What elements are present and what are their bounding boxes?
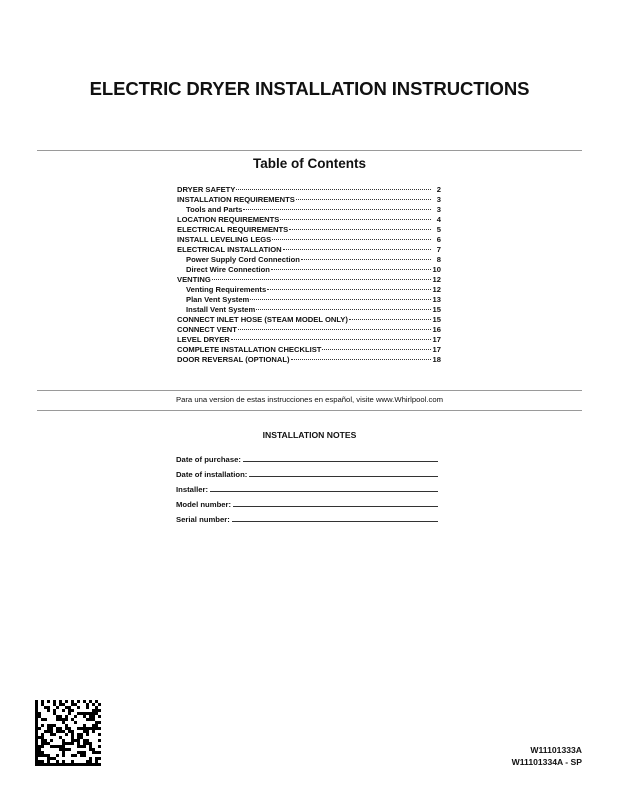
toc-entry-page: 12	[432, 285, 441, 294]
toc-leader-dots	[243, 209, 431, 210]
toc-entry-page: 13	[432, 295, 441, 304]
toc-entry[interactable]	[177, 305, 441, 315]
toc-entry-label: DOOR REVERSAL (OPTIONAL)	[177, 355, 290, 364]
spanish-version-note: Para una version de estas instrucciones en español, visite www.Whirlpool.com	[175, 395, 444, 404]
installation-note-field	[176, 509, 438, 524]
toc-entry[interactable]	[177, 315, 441, 325]
toc-heading: Table of Contents	[253, 156, 366, 171]
toc-entry-page: 6	[436, 235, 441, 244]
installation-notes-form	[176, 449, 438, 524]
part-number-spanish: W11101334A - SP	[511, 757, 582, 767]
toc-leader-dots	[231, 339, 431, 340]
toc-entry-label: COMPLETE INSTALLATION CHECKLIST	[177, 345, 322, 354]
toc-entry-page: 5	[436, 225, 441, 234]
toc-entry-label: Install Vent System	[186, 305, 256, 314]
toc-entry[interactable]	[177, 265, 441, 275]
toc-entry-label: ELECTRICAL REQUIREMENTS	[177, 225, 289, 234]
installation-note-blank-line[interactable]	[233, 506, 438, 507]
toc-leader-dots	[291, 359, 431, 360]
toc-entry[interactable]	[177, 255, 441, 265]
installation-note-blank-line[interactable]	[232, 521, 438, 522]
toc-entry[interactable]	[177, 215, 441, 225]
toc-entry[interactable]	[177, 295, 441, 305]
toc-entry-page: 17	[432, 345, 441, 354]
toc-entry[interactable]	[177, 235, 441, 245]
toc-leader-dots	[238, 329, 431, 330]
toc-entry-page: 2	[436, 185, 441, 194]
toc-entry-page: 17	[432, 335, 441, 344]
toc-entry-page: 12	[432, 275, 441, 284]
toc-leader-dots	[349, 319, 431, 320]
installation-note-label: Date of installation:	[176, 470, 248, 479]
installation-note-blank-line[interactable]	[243, 461, 438, 462]
installation-note-label: Installer:	[176, 485, 209, 494]
toc-entry[interactable]	[177, 285, 441, 295]
toc-entry[interactable]	[177, 185, 441, 195]
toc-leader-dots	[301, 259, 431, 260]
installation-note-label: Date of purchase:	[176, 455, 241, 464]
toc-entry[interactable]	[177, 245, 441, 255]
installation-note-blank-line[interactable]	[249, 476, 438, 477]
toc-entry-label: CONNECT INLET HOSE (STEAM MODEL ONLY)	[177, 315, 348, 324]
divider-top	[37, 150, 582, 151]
toc-entry-label: INSTALLATION REQUIREMENTS	[177, 195, 295, 204]
toc-entry[interactable]	[177, 325, 441, 335]
toc-leader-dots	[289, 229, 431, 230]
toc-entry[interactable]	[177, 275, 441, 285]
installation-note-field	[176, 449, 438, 464]
toc-entry-page: 8	[436, 255, 441, 264]
toc-entry-page: 16	[432, 325, 441, 334]
divider-lower	[37, 410, 582, 411]
toc-entry-label: INSTALL LEVELING LEGS	[177, 235, 272, 244]
toc-entry-label: LOCATION REQUIREMENTS	[177, 215, 280, 224]
toc-leader-dots	[267, 289, 431, 290]
toc-entry[interactable]	[177, 335, 441, 345]
toc-entry-label: DRYER SAFETY	[177, 185, 236, 194]
toc-leader-dots	[212, 279, 431, 280]
toc-leader-dots	[280, 219, 431, 220]
toc-entry-page: 10	[432, 265, 441, 274]
toc-leader-dots	[283, 249, 431, 250]
toc-leader-dots	[271, 269, 431, 270]
toc-entry-label: Direct Wire Connection	[186, 265, 270, 274]
table-of-contents	[177, 185, 441, 365]
installation-note-field	[176, 464, 438, 479]
toc-entry[interactable]	[177, 355, 441, 365]
toc-entry-page: 7	[436, 245, 441, 254]
installation-note-blank-line[interactable]	[210, 491, 438, 492]
toc-leader-dots	[322, 349, 431, 350]
toc-entry-label: Power Supply Cord Connection	[186, 255, 300, 264]
toc-entry-label: LEVEL DRYER	[177, 335, 230, 344]
installation-notes-heading: INSTALLATION NOTES	[262, 430, 357, 440]
page-title: ELECTRIC DRYER INSTALLATION INSTRUCTIONS	[89, 78, 530, 99]
toc-entry[interactable]	[177, 225, 441, 235]
installation-note-field	[176, 494, 438, 509]
toc-entry-label: ELECTRICAL INSTALLATION	[177, 245, 282, 254]
toc-leader-dots	[236, 189, 431, 190]
toc-entry[interactable]	[177, 195, 441, 205]
installation-note-label: Serial number:	[176, 515, 230, 524]
toc-entry-page: 3	[436, 205, 441, 214]
toc-entry[interactable]	[177, 345, 441, 355]
toc-entry-page: 15	[432, 305, 441, 314]
installation-note-label: Model number:	[176, 500, 232, 509]
installation-note-field	[176, 479, 438, 494]
toc-entry[interactable]	[177, 205, 441, 215]
toc-entry-label: Tools and Parts	[186, 205, 243, 214]
toc-leader-dots	[250, 299, 431, 300]
toc-entry-label: Plan Vent System	[186, 295, 250, 304]
toc-entry-page: 4	[436, 215, 441, 224]
toc-leader-dots	[256, 309, 431, 310]
toc-entry-label: VENTING	[177, 275, 211, 284]
datamatrix-barcode	[35, 700, 101, 766]
toc-leader-dots	[272, 239, 431, 240]
toc-entry-label: CONNECT VENT	[177, 325, 237, 334]
toc-entry-page: 15	[432, 315, 441, 324]
divider-middle	[37, 390, 582, 391]
toc-leader-dots	[296, 199, 431, 200]
toc-entry-page: 3	[436, 195, 441, 204]
toc-entry-label: Venting Requirements	[186, 285, 267, 294]
part-number-english: W11101333A	[530, 745, 582, 755]
toc-entry-page: 18	[432, 355, 441, 364]
part-numbers	[512, 744, 582, 768]
